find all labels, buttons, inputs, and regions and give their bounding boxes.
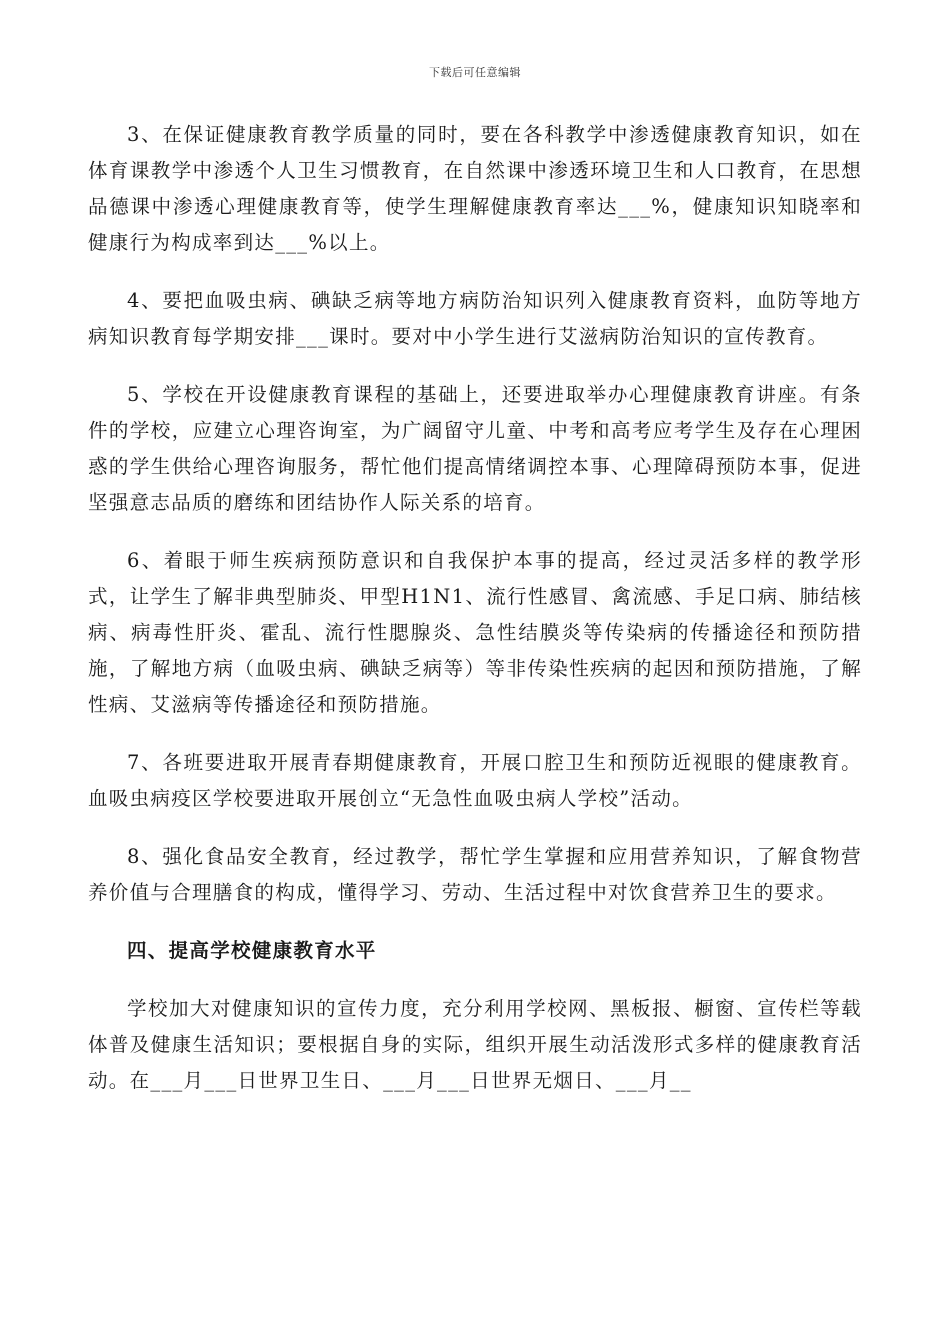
- paragraph-item-7: 7、各班要进取开展青春期健康教育，开展口腔卫生和预防近视眼的健康教育。血吸虫病疫区学校要进取开展创立“无急性血吸虫病人学校”活动。: [88, 751, 862, 810]
- document-body: [88, 117, 862, 1121]
- section-heading: 四、提高学校健康教育水平: [127, 939, 377, 962]
- section-paragraph: 学校加大对健康知识的宣传力度，充分利用学校网、黑板报、橱窗、宣传栏等载体普及健康生活知识；要根据自身的实际，组织开展生动活泼形式多样的健康教育活动。在___月___日世界卫生日、___月___日世界无烟日、___月__: [88, 997, 862, 1092]
- paragraph-item-6: 6、着眼于师生疾病预防意识和自我保护本事的提高，经过灵活多样的教学形式，让学生了解非典型肺炎、甲型H1N1、流行性感冒、禽流感、手足口病、肺结核病、病毒性肝炎、霍乱、流行性腮腺炎、急性结膜炎等传染病的传播途径和预防措施，了解地方病（血吸虫病、碘缺乏病等）等非传染性疾病的起因和预防措施，了解性病、艾滋病等传播途径和预防措施。: [88, 549, 862, 716]
- paragraph-item-4: 4、要把血吸虫病、碘缺乏病等地方病防治知识列入健康教育资料，血防等地方病知识教育每学期安排___课时。要对中小学生进行艾滋病防治知识的宣传教育。: [88, 289, 862, 348]
- paragraph-item-3: 3、在保证健康教育教学质量的同时，要在各科教学中渗透健康教育知识，如在体育课教学中渗透个人卫生习惯教育，在自然课中渗透环境卫生和人口教育，在思想品德课中渗透心理健康教育等，使学生理解健康教育率达___%，健康知识知晓率和健康行为构成率到达___%以上。: [88, 123, 862, 254]
- paragraph-item-8: 8、强化食品安全教育，经过教学，帮忙学生掌握和应用营养知识，了解食物营养价值与合理膳食的构成，懂得学习、劳动、生活过程中对饮食营养卫生的要求。: [88, 845, 862, 904]
- page-header-note: 下载后可任意编辑: [429, 66, 521, 79]
- paragraph-item-5: 5、学校在开设健康教育课程的基础上，还要进取举办心理健康教育讲座。有条件的学校，应建立心理咨询室，为广阔留守儿童、中考和高考应考学生及存在心理困惑的学生供给心理咨询服务，帮忙他们提高情绪调控本事、心理障碍预防本事，促进坚强意志品质的磨练和团结协作人际关系的培育。: [88, 383, 862, 514]
